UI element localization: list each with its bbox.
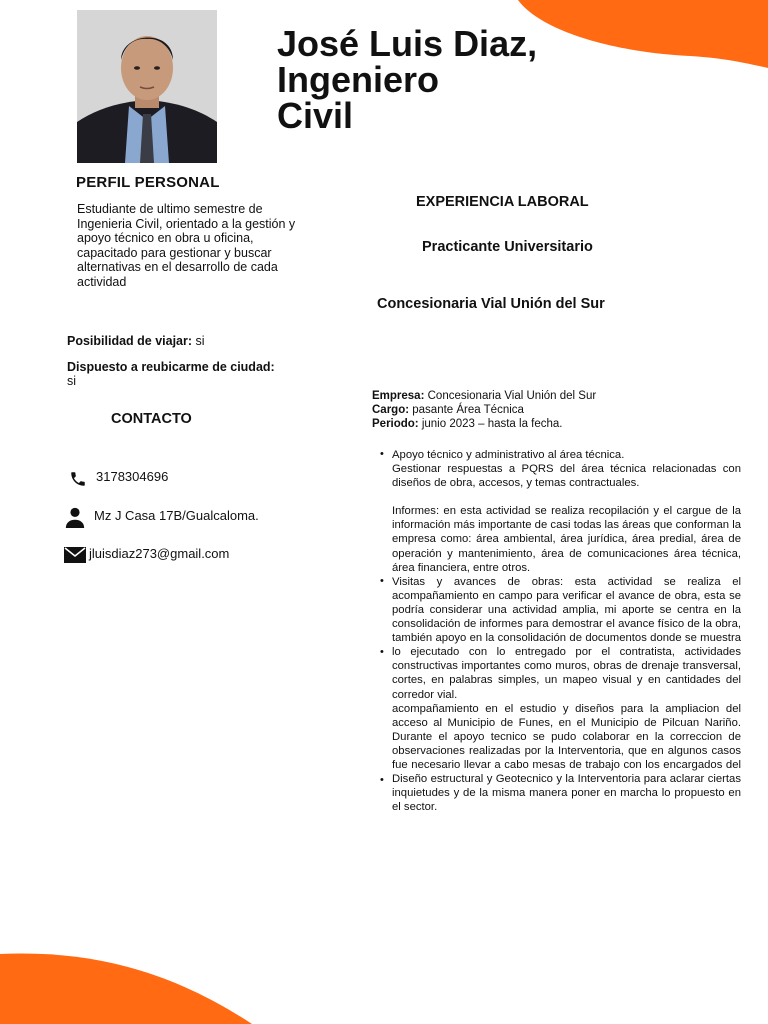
bullet-item: Informes: en esta actividad se realiza recopilación y el cargue de la información más importante de casi todas las áreas que conforman la empresa como: área ambiental, área jurídica, área predial, área de operación y mantenimiento, área de comunicaciones área técnica, área financiera, entre otros.	[392, 505, 741, 574]
bullet-dot: •	[380, 646, 384, 658]
empresa-value: Concesionaria Vial Unión del Sur	[424, 390, 597, 402]
name-line-2: Ingeniero	[277, 59, 440, 100]
bullet-item: Apoyo técnico y administrativo al área técnica.	[392, 449, 625, 461]
contacto-heading: CONTACTO	[111, 411, 192, 427]
perfil-text: Estudiante de ultimo semestre de Ingenieria Civil, orientado a la gestión y apoyo técnico en obra u oficina, capacitado para gestionar y buscar alternativas en el desarrollo de cada actividad	[77, 202, 296, 289]
periodo-line	[372, 417, 596, 431]
name-line-1: José Luis Diaz,	[277, 23, 538, 64]
bullet-item: acompañamiento en el estudio y diseños para la ampliacion del acceso al Municipio de Funes, en el Municipio de Pilcuan Nariño. Durante el apoyo tecnico se pudo colaborar en la correccion de observaciones realizadas por la Interventoria, que en algunos casos fue necesario llevar a cabo mesas de trabajo con los encargados del Diseño estructural y Geotecnico y la Interventoria para aclarar ciertas inquietudes y de la misma manera poner en marcha lo propuesto en el sector.	[392, 702, 741, 814]
phone-icon	[69, 470, 87, 488]
job-details	[372, 389, 596, 431]
phone-number: 3178304696	[96, 469, 169, 484]
relocate-label: Dispuesto a reubicarme de ciudad:	[67, 360, 275, 374]
person-icon	[64, 506, 86, 528]
bullet-dot: •	[380, 448, 384, 460]
bullet-item: Gestionar respuestas a PQRS del área técnica relacionadas con diseños de obra, accesos, y temas contractuales.	[392, 463, 741, 490]
cargo-label: Cargo:	[372, 404, 410, 416]
address: Mz J Casa 17B/Gualcaloma.	[94, 508, 259, 523]
bottom-left-decoration	[0, 950, 260, 1024]
cargo-line	[372, 403, 596, 417]
periodo-value: junio 2023 – hasta la fecha.	[418, 418, 563, 430]
name-line-3: Civil	[277, 95, 354, 136]
relocate-field	[67, 360, 275, 388]
travel-label: Posibilidad de viajar:	[67, 334, 193, 348]
profile-photo	[77, 10, 217, 163]
top-right-decoration	[500, 0, 768, 72]
bullet-dot: •	[380, 575, 384, 587]
experiencia-heading: EXPERIENCIA LABORAL	[416, 194, 589, 210]
company-title: Concesionaria Vial Unión del Sur	[377, 296, 605, 312]
periodo-label: Periodo:	[372, 418, 419, 430]
experience-bullets	[392, 448, 741, 814]
relocate-value: si	[67, 374, 77, 388]
travel-field	[67, 334, 205, 348]
empresa-line	[372, 389, 596, 403]
email-icon	[64, 547, 86, 563]
cargo-value: pasante Área Técnica	[409, 404, 524, 416]
candidate-name	[277, 23, 538, 136]
role-title: Practicante Universitario	[422, 239, 593, 255]
travel-value: si	[192, 334, 205, 348]
empresa-label: Empresa:	[372, 390, 425, 402]
bullet-item: Visitas y avances de obras: esta actividad se realiza el acompañamiento en campo para verificar el avance de obra, esta se podría considerar una actividad amplia, mi aporte se centra en la consolidación de informes para demostrar el avance físico de la obra, también apoyo en la consolidación de documentos donde se muestra lo ejecutado con lo entregado por el contratista, actividades constructivas importantes como muros, obras de drenaje transversal, cortes, en palabras simples, un mapeo visual y en cantidades del corredor vial.	[392, 575, 741, 701]
email-address: jluisdiaz273@gmail.com	[89, 546, 230, 561]
perfil-heading: PERFIL PERSONAL	[76, 174, 220, 191]
bullet-dot: •	[380, 774, 384, 786]
